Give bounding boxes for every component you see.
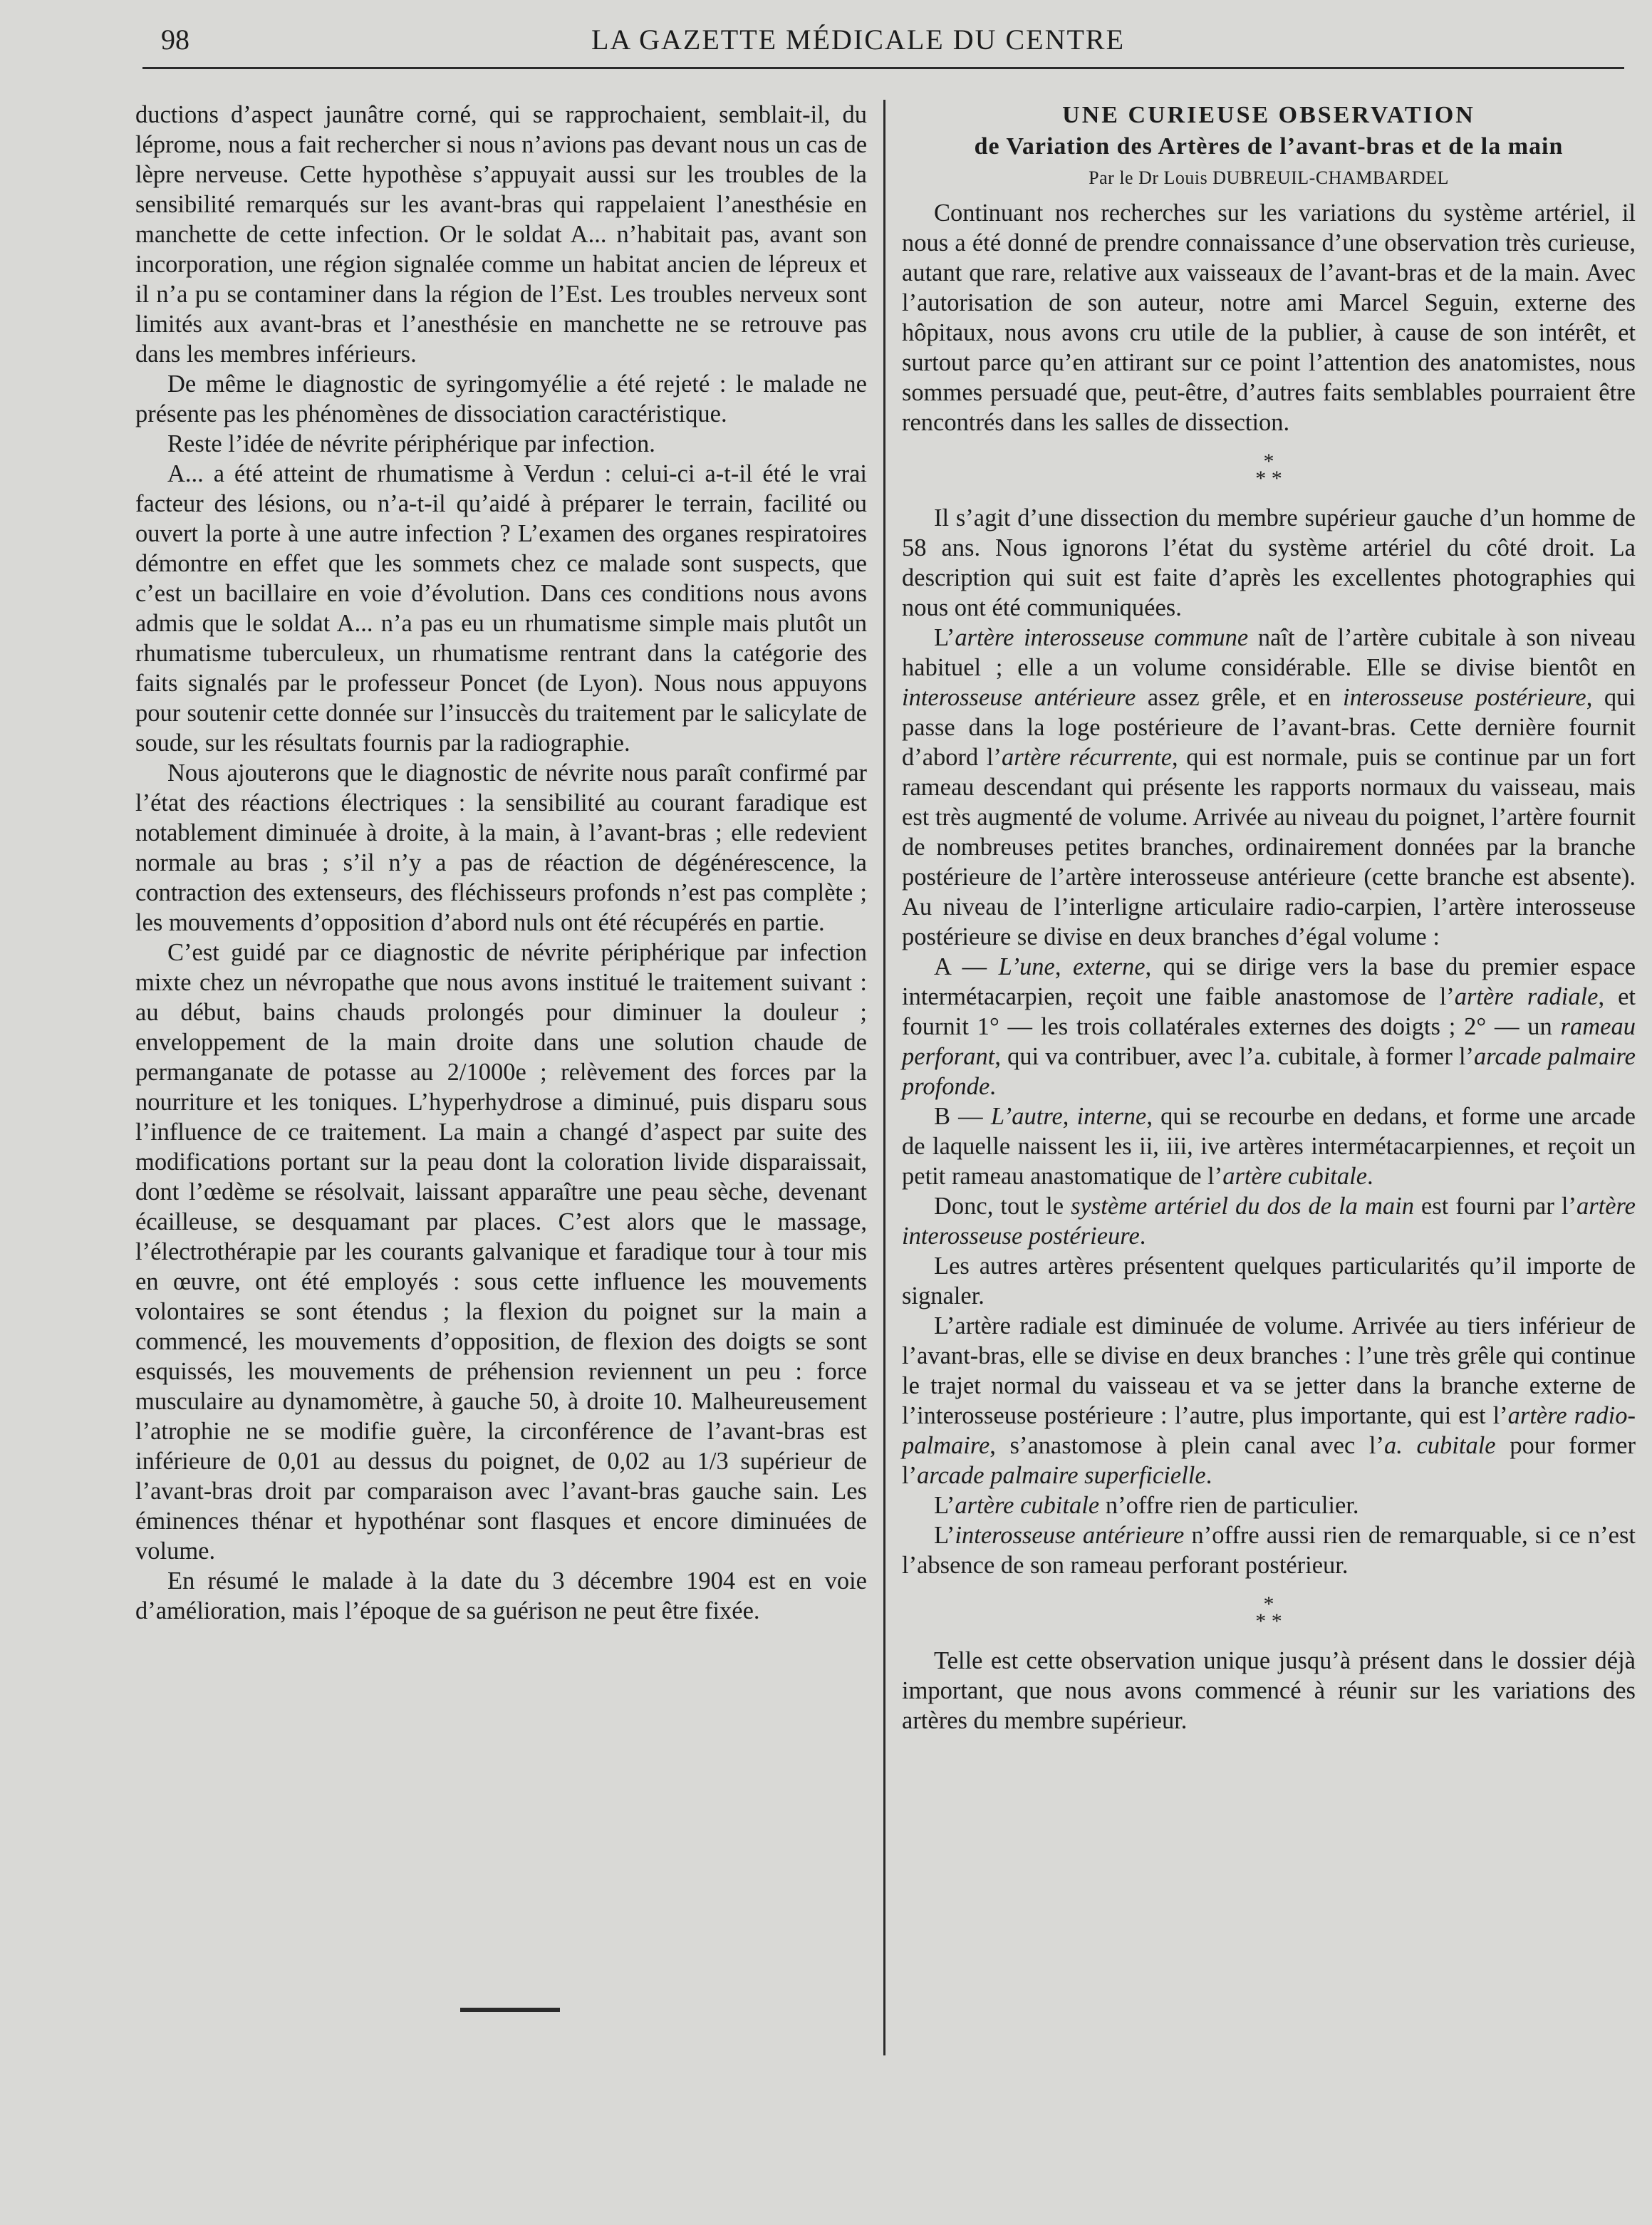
right-paragraph	[902, 1101, 1636, 1191]
italic-term: L’une, externe	[998, 953, 1146, 980]
text-run: A —	[934, 953, 999, 980]
italic-term: interosseuse antérieure	[955, 1522, 1185, 1549]
left-paragraph: De même le diagnostic de syringomyélie a été rejeté : le malade ne présente pas les phénomènes de dissociation caractéristique.	[135, 370, 867, 427]
text-run: .	[989, 1073, 996, 1100]
text-run: .	[1139, 1223, 1146, 1250]
left-paragraph: Reste l’idée de névrite périphérique par infection.	[167, 430, 655, 457]
asterism-bottom: * *	[1255, 1609, 1282, 1633]
right-column	[902, 100, 1636, 1736]
right-paragraph	[902, 1490, 1636, 1520]
text-run: .	[1205, 1462, 1212, 1489]
italic-term: artère interosseuse commune	[955, 624, 1249, 651]
text-run: pour former l’	[902, 1432, 1636, 1489]
intro-paragraph: Continuant nos recherches sur les variations du système artériel, il nous a été donné de prendre connaissance d’une observation très curieuse, autant que rare, relative aux vaisseaux de l’avant-bras et de la main. Avec l’autorisation de son auteur, notre ami Marcel Seguin, externe des hôpitaux, nous avons cru utile de la publier, à cause de son intérêt, et surtout parce qu’en attirant sur ce point l’attention des anatomistes, nous sommes persuadé que, peut-être, d’autres faits semblables pourraient être rencontrés dans les salles de dissection.	[902, 199, 1636, 436]
text-run: B —	[934, 1103, 991, 1130]
right-paragraph	[902, 952, 1636, 1101]
text-run: .	[1367, 1163, 1373, 1190]
italic-term: a. cubitale	[1383, 1432, 1496, 1459]
italic-term: artère interosseuse postérieure	[902, 1193, 1636, 1250]
text-run: , qui se recourbe en dedans, et forme une arcade de laquelle naissent les ii, iii, ive artères intermétacarpiennes, et reçoit un petit rameau anastomatique de l’	[902, 1103, 1636, 1190]
running-title: LA GAZETTE MÉDICALE DU CENTRE	[591, 24, 1126, 56]
text-run: , qui va contribuer, avec l’a. cubitale, à former l’	[994, 1043, 1475, 1070]
text-run: L’artère radiale est diminuée de volume. Arrivée au tiers inférieur de l’avant-bras, elle se divise en deux branches : l’une très grêle qui continue le trajet normal du vaisseau et va se jetter dans la branche externe de l’interosseuse postérieure : l’autre, plus importante, qui est l’	[902, 1312, 1636, 1429]
text-run: , qui se dirige vers la base du premier espace intermétacarpien, reçoit une faible anastomose de l’	[902, 953, 1636, 1010]
right-paragraph	[902, 1311, 1636, 1490]
italic-term: artère cubitale	[1222, 1163, 1368, 1190]
left-paragraph: A... a été atteint de rhumatisme à Verdun : celui-ci a-t-il été le vrai facteur des lésions, ou n’a-t-il qu’aidé à préparer le terrain, facilité ou ouvert la porte à une autre infection ? L’examen des organes respiratoires démontre en effet que les sommets chez ce malade sont suspects, que c’est un bacillaire en voie d’évolution. Dans ces conditions nous avons admis que le soldat A... n’a pas eu un rhumatisme simple mais plutôt un rhumatisme tuberculeux, un rhumatisme rentrant dans la catégorie des faits signalés par le professeur Poncet (de Lyon). Nous nous appuyons pour soutenir cette donnée sur l’insuccès du traitement par le salicylate de soude, sur les résultats fournis par la radiographie.	[135, 460, 867, 757]
article-subtitle: de Variation des Artères de l’avant-bras et de la main	[974, 133, 1564, 160]
header-rule	[142, 67, 1624, 69]
page-header	[0, 16, 1652, 66]
italic-term: interosseuse postérieure	[1343, 684, 1586, 711]
italic-term: arcade palmaire superficielle	[917, 1462, 1206, 1489]
left-paragraph: ductions d’aspect jaunâtre corné, qui se rapprochaient, semblait-il, du léprome, nous a fait rechercher si nous n’avions pas devant nous un cas de lèpre nerveuse. Cette hypothèse s’appuyait aussi sur les troubles de la sensibilité remarqués sur les avant-bras qui rappelaient l’anesthésie en manchette de cette infection. Or le soldat A... n’habitait pas, avant son incorporation, une région signalée comme un habitat ancien de lépreux et il n’a pu se contaminer dans la région de l’Est. Les troubles nerveux sont limités aux avant-bras et l’anesthésie en manchette ne se retrouve pas dans les membres inférieurs.	[135, 101, 868, 368]
text-run: est fourni par l’	[1413, 1193, 1576, 1220]
text-run: , et fournit 1° — les trois collatérales externes des doigts ; 2° — un	[902, 983, 1636, 1040]
text-run: assez grêle, et en	[1136, 684, 1343, 711]
text-run: , s’anastomose à plein canal avec l’	[989, 1432, 1384, 1459]
italic-term: artère cubitale	[955, 1492, 1100, 1519]
text-run: , qui passe dans la loge postérieure de l’avant-bras. Cette dernière fournit d’abord l’	[902, 684, 1636, 771]
text-run: L’	[934, 1492, 955, 1519]
text-run: L’	[934, 624, 955, 651]
italic-term: L’autre, interne	[990, 1103, 1147, 1130]
asterism	[902, 450, 1636, 490]
asterism-top: *	[1263, 1592, 1274, 1616]
right-paragraph: Telle est cette observation unique jusqu’à présent dans le dossier déjà important, que nous avons commencé à réunir sur les variations des artères du membre supérieur.	[902, 1647, 1636, 1734]
italic-term: artère radio-palmaire	[902, 1402, 1636, 1459]
right-paragraph: Les autres artères présentent quelques particularités qu’il importe de signaler.	[902, 1252, 1636, 1309]
left-paragraph: Nous ajouterons que le diagnostic de névrite nous paraît confirmé par l’état des réactions électriques : la sensibilité au courant faradique est notablement diminuée à droite, à la main, à l’avant-bras ; elle redevient normale au bras ; s’il n’y a pas de réaction de dégénérescence, la contraction des extenseurs, des fléchisseurs profonds n’est pas complète ; les mouvements d’opposition d’abord nuls ont été récupérés en partie.	[135, 759, 867, 936]
asterism-top: *	[1263, 450, 1274, 473]
italic-term: artère radiale	[1454, 983, 1599, 1010]
right-paragraph	[902, 623, 1636, 952]
text-run: Donc, tout le	[934, 1193, 1071, 1220]
text-run: naît de l’artère cubitale à son niveau habituel ; elle a un volume considérable. Elle se divise bientôt en	[902, 624, 1636, 681]
italic-term: interosseuse antérieure	[902, 684, 1136, 711]
italic-term: arcade palmaire profonde	[902, 1043, 1636, 1100]
right-paragraph: Il s’agit d’une dissection du membre supérieur gauche d’un homme de 58 ans. Nous ignorons l’état du système artériel du côté droit. La description qui suit est faite d’après les excellentes photographies qui nous ont été communiquées.	[902, 504, 1636, 621]
left-column	[135, 100, 867, 1626]
asterism	[902, 1592, 1636, 1633]
italic-term: rameau perforant	[902, 1013, 1636, 1070]
byline: Par le Dr Louis DUBREUIL-CHAMBARDEL	[1089, 167, 1449, 188]
column-divider	[883, 100, 885, 2055]
end-of-article-rule	[460, 2008, 560, 2012]
asterism-bottom: * *	[1255, 467, 1282, 490]
right-paragraph	[902, 1520, 1636, 1580]
article-title: UNE CURIEUSE OBSERVATION	[1062, 102, 1475, 128]
text-run: , qui est normale, puis se continue par un fort rameau descendant qui présente les rapports normaux du vaisseau, mais est très augmenté de volume. Arrivée au niveau du poignet, l’artère fournit de nombreuses petites branches, ordinairement données par la branche postérieure de l’artère interosseuse antérieure (cette branche est absente). Au niveau de l’interligne articulaire radio-carpien, l’artère interosseuse postérieure se divise en deux branches d’égal volume :	[902, 744, 1636, 950]
page-number: 98	[161, 24, 189, 56]
left-paragraph: En résumé le malade à la date du 3 décembre 1904 est en voie d’amélioration, mais l’époque de sa guérison ne peut être fixée.	[135, 1567, 867, 1624]
text-run: n’offre rien de particulier.	[1099, 1492, 1359, 1519]
text-run: L’	[934, 1522, 955, 1549]
right-paragraph	[902, 1191, 1636, 1251]
italic-term: artère récurrente	[1002, 744, 1173, 771]
text-run: n’offre aussi rien de remarquable, si ce n’est l’absence de son rameau perforant postérieur.	[902, 1522, 1636, 1579]
left-paragraph: C’est guidé par ce diagnostic de névrite périphérique par infection mixte chez un névropathe que nous avons institué le traitement suivant : au début, bains chauds prolongés pour diminuer la douleur ; enveloppement de la main droite dans une solution chaude de permanganate de potasse au 2/1000e ; relèvement des forces par la nourriture et les toniques. L’hyperhydrose a diminué, puis disparu sous l’influence de ce traitement. La main a changé d’aspect par suite des modifications portant sur la peau dont la coloration livide disparaissait, dont l’œdème se résolvait, laissant apparaître une peau sèche, devenant écailleuse, se desquamant par places. C’est alors que le massage, l’électrothérapie par les courants galvanique et faradique tour à tour mis en œuvre, ont été employés : sous cette influence les mouvements volontaires se sont étendus ; la flexion du poignet sur la main a commencé, les mouvements d’opposition, de flexion des doigts se sont esquissés, les mouvements de préhension reviennent un peu : force musculaire au dynamomètre, à gauche 50, à droite 10. Malheureusement l’atrophie ne se modifie guère, la circonférence de l’avant-bras est inférieure de 0,01 au dessus du poignet, de 0,02 au 1/3 supérieur de l’avant-bras droit par comparaison avec l’avant-bras gauche sain. Les éminences thénar et hypothénar sont flasques et encore diminuées de volume.	[135, 939, 867, 1565]
italic-term: système artériel du dos de la main	[1071, 1193, 1414, 1220]
